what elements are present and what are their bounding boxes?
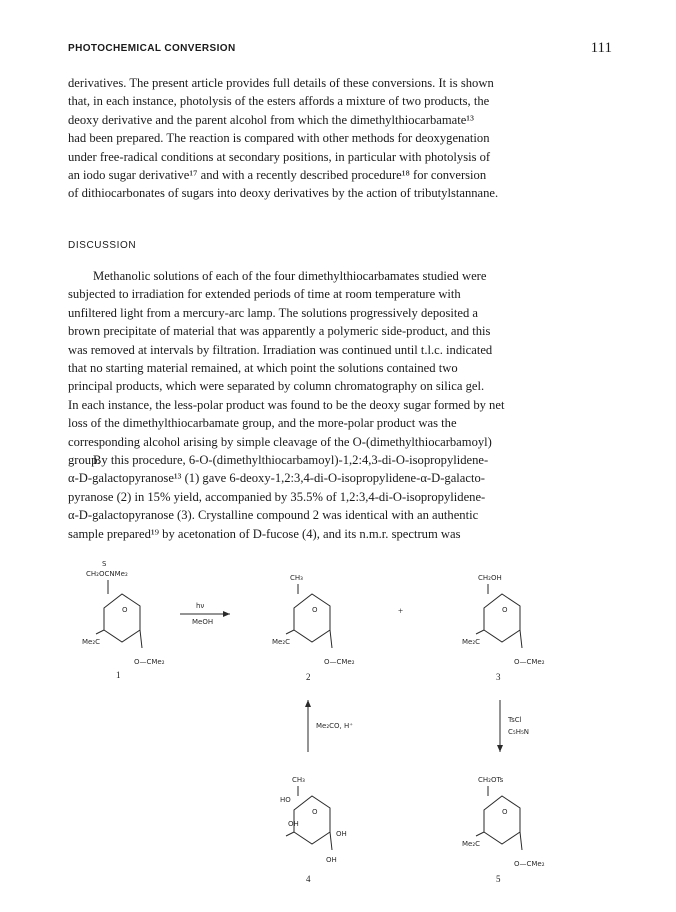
text-line: had been prepared. The reaction is compared with other methods for deoxygenation — [68, 131, 490, 146]
compound-3-ring-o: O — [502, 606, 508, 614]
compound-3-label: 3 — [496, 672, 501, 682]
compound-5-o-cme2: O—CMe₂ — [514, 860, 545, 868]
compound-1-top-group: CH₂OCNMe₂ — [86, 570, 128, 578]
page-header — [68, 40, 612, 59]
arrow-acetonation — [305, 700, 353, 752]
text-line: an iodo sugar derivative¹⁷ and with a recently described procedure¹⁸ for conversion — [68, 168, 487, 183]
text-line: By this procedure, 6-O-(dimethylthiocarbamoyl)-1,2:4,3-di-O-isopropylidene- — [93, 453, 489, 467]
text-line: under free-radical conditions at secondary positions, in particular with photolysis of — [68, 149, 491, 164]
text-line: Methanolic solutions of each of the four dimethylthiocarbamates studied were — [93, 269, 487, 283]
reaction-scheme-drawing — [68, 550, 612, 910]
compound-4-label: 4 — [306, 874, 311, 884]
arrow-tosylation-reagent-bottom: C₅H₅N — [508, 728, 529, 736]
text-line: that no starting material remained, at which point the solutions contained two — [68, 361, 458, 376]
text-line: corresponding alcohol arising by simple cleavage of the O-(dimethylthiocarbamoyl) — [68, 434, 492, 449]
compound-4-oh-bottom: OH — [326, 856, 337, 864]
compound-5-structure — [462, 776, 545, 884]
procedure-paragraph — [68, 451, 612, 543]
arrow-tosylation — [497, 700, 529, 752]
arrow-reagent-bottom: MeOH — [192, 618, 214, 626]
intro-paragraph — [68, 74, 612, 203]
compound-1-thio: S — [102, 560, 107, 568]
arrow-tosylation-reagent-top: TsCl — [508, 716, 522, 724]
compound-4-oh-right: OH — [336, 830, 347, 838]
text-line: principal products, which were separated by column chromatography on silica gel. — [68, 379, 485, 394]
compound-2-ring-o: O — [312, 606, 318, 614]
compound-3-top-group: CH₂OH — [478, 574, 502, 582]
text-line: unfiltered light from a mercury-arc lamp. The solutions progressively deposited a — [68, 305, 478, 320]
compound-4-ho: HO — [280, 796, 291, 804]
text-line: deoxy derivative and the parent alcohol from which the dimethylthiocarbamate¹³ — [68, 112, 474, 127]
text-line: sample prepared¹⁹ by acetonation of D-fucose (4), and its n.m.r. spectrum was — [68, 526, 461, 541]
compound-2-label: 2 — [306, 672, 311, 682]
plus-sign: + — [398, 606, 404, 616]
compound-1-label: 1 — [116, 670, 121, 680]
text-line: group. — [68, 453, 101, 468]
compound-3-me2c: Me₂C — [462, 638, 481, 646]
text-line: was removed at intervals by filtration. Irradiation was continued until t.l.c. indicated — [68, 342, 493, 357]
text-line: derivatives. The present article provides full details of these conversions. It is shown — [68, 76, 494, 90]
running-head: PHOTOCHEMICAL CONVERSION — [68, 43, 236, 54]
text-line: pyranose (2) in 15% yield, accompanied by 35.5% of 1,2:3,4-di-O-isopropylidene- — [68, 489, 486, 504]
arrow-photolysis — [180, 602, 230, 626]
page-number: 111 — [590, 40, 612, 56]
text-line: α-D-galactopyranose (3). Crystalline compound 2 was identical with an authentic — [68, 508, 479, 523]
compound-2-top-group: CH₃ — [290, 574, 303, 582]
compound-3-o-cme2: O—CMe₂ — [514, 658, 545, 666]
compound-5-me2c: Me₂C — [462, 840, 481, 848]
compound-4-structure — [280, 776, 347, 884]
compound-3-structure — [462, 574, 545, 682]
reaction-scheme — [68, 550, 612, 910]
text-line: In each instance, the less-polar product was found to be the deoxy sugar formed by net — [68, 397, 505, 412]
section-heading: DISCUSSION — [68, 240, 137, 251]
compound-5-top-group: CH₂OTs — [478, 776, 504, 784]
text-line: of dithiocarbonates of sugars into deoxy derivatives by the action of tributylstannane. — [68, 186, 499, 201]
compound-5-label: 5 — [496, 874, 501, 884]
compound-1-ring-o: O — [122, 606, 128, 614]
text-line: that, in each instance, photolysis of the esters affords a mixture of two products, the — [68, 94, 490, 109]
arrow-reagent-top: hν — [196, 602, 205, 610]
compound-5-ring-o: O — [502, 808, 508, 816]
compound-4-oh-inner: OH — [288, 820, 299, 828]
compound-2-structure — [272, 574, 355, 682]
text-line: subjected to irradiation for extended periods of time at room temperature with — [68, 287, 461, 302]
compound-4-ring-o: O — [312, 808, 318, 816]
text-line: brown precipitate of material that was apparently a polymeric side-product, and this — [68, 324, 491, 339]
compound-2-me2c: Me₂C — [272, 638, 291, 646]
compound-2-o-cme2: O—CMe₂ — [324, 658, 355, 666]
compound-4-top-group: CH₃ — [292, 776, 305, 784]
compound-1-me2c: Me₂C — [82, 638, 101, 646]
discussion-paragraph — [68, 267, 612, 469]
text-line: loss of the dimethylthiocarbamate group, and the more-polar product was the — [68, 416, 457, 431]
compound-1-structure — [82, 560, 165, 680]
text-line: α-D-galactopyranose¹³ (1) gave 6-deoxy-1,2:3,4-di-O-isopropylidene-α-D-galacto- — [68, 471, 485, 486]
compound-1-o-cme2: O—CMe₂ — [134, 658, 165, 666]
arrow-acetonation-reagent: Me₂CO, H⁺ — [316, 722, 353, 730]
